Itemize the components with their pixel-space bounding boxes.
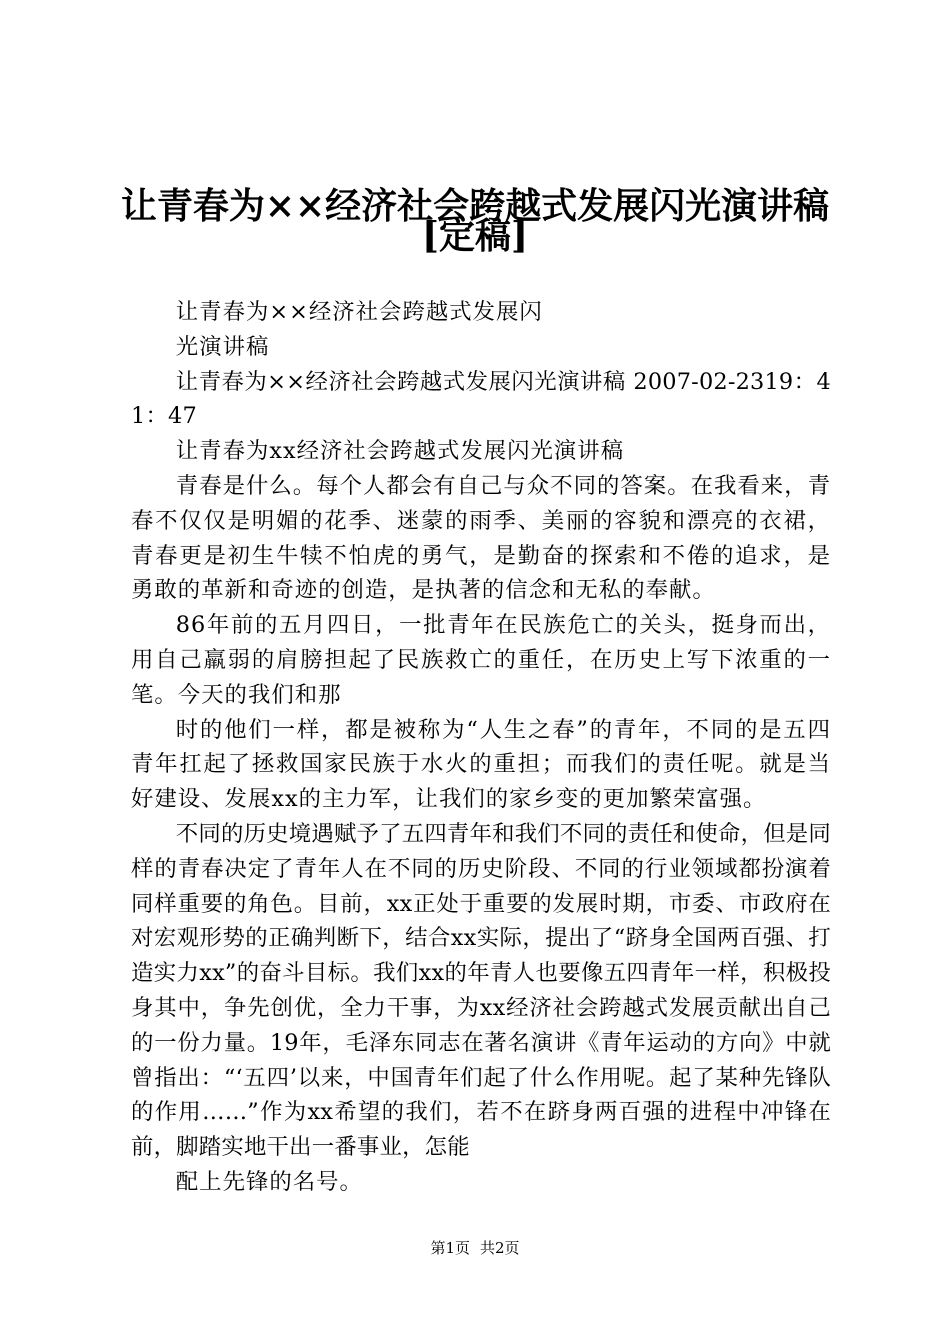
document-title-line-2: [定稿] [421,215,529,257]
page-total: 共2页 [480,1239,520,1257]
body-paragraph: 配上先锋的名号。 [175,1168,363,1195]
body-paragraph: 86年前的五月四日，一批青年在民族危亡的关头，挺身而出，用自己羸弱的肩膀担起了民族救亡的重任，在历史上写下浓重的一笔。今天的我们和那 [131,612,831,708]
page-footer [0,1238,950,1258]
body-paragraph: 让青春为××经济社会跨越式发展闪 [175,299,543,325]
body-paragraph: 光演讲稿 [175,333,270,360]
body-paragraph: 不同的历史境遇赋予了五四青年和我们不同的责任和使命，但是同样的青春决定了青年人在不同的历史阶段、不同的行业领域都扮演着同样重要的角色。目前，xx正处于重要的发展时期，市委、市政府在对宏观形势的正确判断下，结合xx实际，提出了“跻身全国两百强、打造实力xx”的奋斗目标。我们xx的年青人也要像五四青年一样，积极投身其中，争先创优，全力干事，为xx经济社会跨越式发展贡献出自己的一份力量。19年，毛泽东同志在著名演讲《青年运动的方向》中就曾指出：“‘五四’以来，中国青年们起了什么作用呢。起了某种先锋队的作用……”作为xx希望的我们，若不在跻身两百强的进程中冲锋在前，脚踏实地干出一番事业，怎能 [131,820,831,1161]
document-title-line-1: 让青春为××经济社会跨越式发展闪光演讲稿 [120,185,830,227]
document-body [131,295,831,1200]
body-paragraph: 青春是什么。每个人都会有自己与众不同的答案。在我看来，青春不仅仅是明媚的花季、迷蒙的雨季、美丽的容貌和漂亮的衣裙，青春更是初生牛犊不怕虎的勇气，是勤奋的探索和不倦的追求，是勇敢的革新和奇迹的创造，是执著的信念和无私的奉献。 [131,472,831,604]
body-paragraph: 让青春为××经济社会跨越式发展闪光演讲稿 2007-02-2319：41：47 [131,368,831,430]
body-paragraph: 时的他们一样，都是被称为“人生之春”的青年，不同的是五四青年扛起了拯救国家民族于水火的重担；而我们的责任呢。就是当好建设、发展xx的主力军，让我们的家乡变的更加繁荣富强。 [131,716,831,813]
body-paragraph: 让青春为xx经济社会跨越式发展闪光演讲稿 [175,438,625,465]
page-number: 第1页 [430,1239,470,1257]
